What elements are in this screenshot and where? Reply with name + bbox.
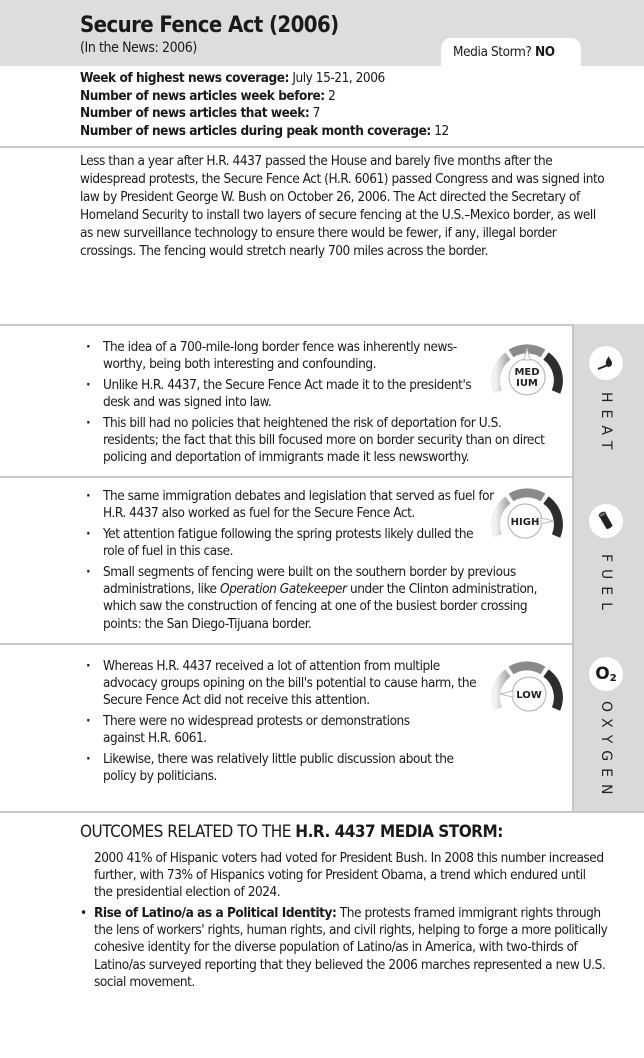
operation-gatekeeper-text: Operation Gatekeeper [220,581,347,598]
stat-row-peak-month [80,123,449,141]
list-item: · Whereas H.R. 4437 received a lot of attention from multiple advocacy groups opining on the bill's potential to cause harm, the Secure Fence Act did not receive this attention. [86,658,486,710]
stat-value: 2 [328,87,336,104]
list-item: · Unlike H.R. 4437, the Secure Fence Act made it to the president's desk and was signed into law. [86,377,486,411]
o2-subscript: 2 [609,672,617,684]
svg-text:IUM: IUM [516,378,538,389]
gauge-medium-icon [490,340,564,396]
list-item: · Likewise, there was relatively little public discussion about the policy by politicians. [86,751,476,785]
list-item: · Yet attention fatigue following the spring protests likely dulled the role of fuel in this case. [86,526,496,560]
media-storm-badge [441,38,581,66]
list-item [86,564,566,633]
intro-paragraph: Less than a year after H.R. 4437 passed the House and barely five months after the widespread protests, the Secure Fence Act (H.R. 6061) passed Congress and was signed into law by President George W. Bush on October 26, 2006. The Act directed the Secretary of Homeland Security to install two layers of secure fencing at the U.S.–Mexico border, as well as new surveillance technology to ensure there would be fewer, if any, illegal border crossings. The fencing would stretch nearly 700 miles across the border. [80,153,605,260]
list-item: · This bill had no policies that heightened the risk of deportation for U.S. residents; the fact that this bill focused more on border security than on direct policing and deportation of immigrants made it less newsworthy. [86,415,556,467]
outcome-item-text: The protests framed immigrant rights through the lens of workers' rights, human rights, and civil rights, helping to forge a more politically cohesive identity for the diverse population of Latino/as in America, with two-thirds of Latino/as surveyed reporting that they believed the 2006 marches represented a new U.S. social movement. [94,905,608,990]
oxygen-side-panel [572,643,644,811]
outcomes-heading-bold: H.R. 4437 MEDIA STORM: [295,822,503,842]
match-flame-icon [589,346,623,380]
list-item: · There were no widespread protests or demonstrations against H.R. 6061. [86,713,446,747]
outcomes-heading [80,822,503,842]
stat-label: Number of news articles week before: [80,87,325,104]
svg-text:MED: MED [514,367,540,378]
list-item [80,905,610,991]
log-fuel-icon [589,504,623,538]
section-fuel [0,476,644,643]
heat-side-panel [572,324,644,476]
coverage-stats [80,70,449,140]
oxygen-bullets [86,658,486,789]
stat-value: July 15-21, 2006 [292,70,385,86]
stat-row-that-week [80,105,449,123]
list-item: · The same immigration debates and legislation that served as fuel for H.R. 4437 also worked as fuel for the Secure Fence Act. [86,488,496,522]
stat-label: Number of news articles during peak month coverage: [80,122,431,139]
page-subtitle: (In the News: 2006) [80,40,197,56]
outcomes-paragraph: 2000 41% of Hispanic voters had voted for President Bush. In 2008 this number increased further, with 73% of Hispanics voting for President Obama, a trend which endured until the presidential election of 2024. [94,850,604,901]
section-heat [0,324,644,476]
bullet-text: Small segments of fencing were built on the southern border by previous administrations, like [103,564,516,598]
media-storm-label: Media Storm? [453,44,532,60]
header-band [0,0,644,66]
media-storm-value: NO [534,44,555,60]
divider [0,146,644,148]
fuel-side-panel [572,476,644,643]
bullet-text: under the Clinton administration, which saw the construction of fencing at one of the busiest border crossing points: the San Diego-Tijuana border. [103,581,538,632]
gauge-high-icon [490,484,564,540]
gauge-low-icon [490,657,564,713]
stat-label: Week of highest news coverage: [80,70,289,86]
outcome-item-title: Rise of Latino/a as a Political Identity: [94,905,337,921]
stat-value: 7 [312,105,320,121]
page-title: Secure Fence Act (2006) [80,13,339,38]
o2-icon [589,657,623,691]
o2-letter: O [595,664,610,684]
fuel-label: FUEL [598,554,614,617]
heat-label: HEAT [598,392,614,457]
divider [0,811,644,813]
stat-row-peak-week [80,70,449,88]
stat-label: Number of news articles that week: [80,105,310,121]
outcomes-heading-prefix: OUTCOMES RELATED TO THE [80,822,296,842]
outcomes-list [80,905,610,991]
svg-text:HIGH: HIGH [510,517,540,528]
section-oxygen [0,643,644,811]
stat-value: 12 [434,122,449,139]
stat-row-week-before [80,88,449,106]
oxygen-label: OXYGEN [598,701,614,802]
svg-text:LOW: LOW [516,690,542,701]
list-item: · The idea of a 700-mile-long border fence was inherently news-worthy, being both interesting and confounding. [86,339,486,373]
